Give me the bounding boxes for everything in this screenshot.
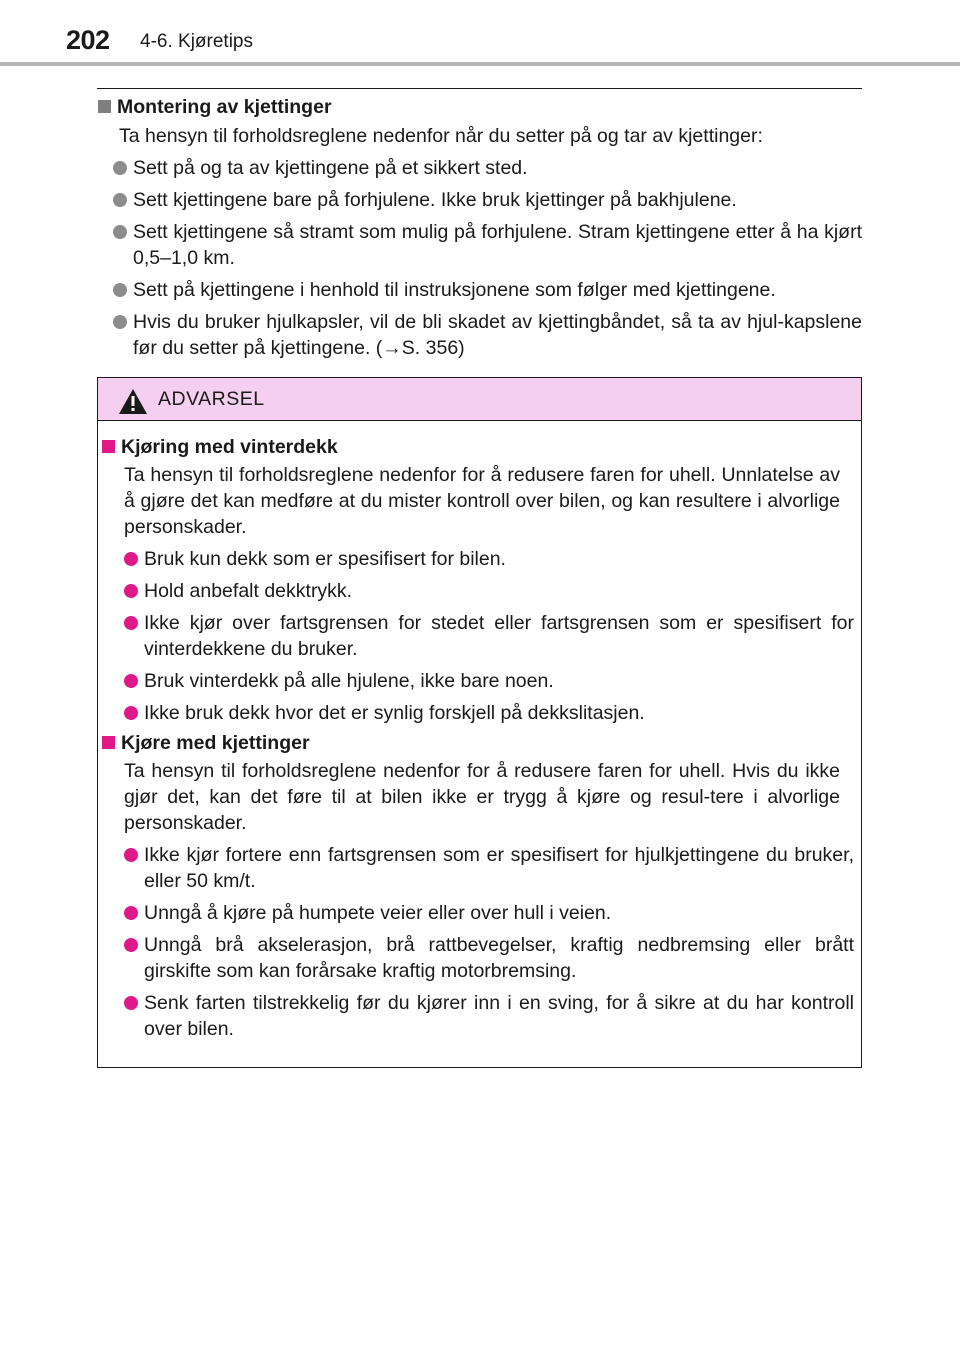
section-heading-text: Montering av kjettinger [117, 96, 332, 118]
square-bullet-icon [102, 736, 115, 749]
dot-bullet-icon [124, 616, 138, 630]
dot-bullet-icon [113, 193, 127, 207]
section-rule [97, 88, 862, 89]
list-item: Unngå brå akselerasjon, brå rattbevegelser, kraftig nedbremsing eller brått girskifte som kan forårsake kraftig motorbremsing. [98, 932, 854, 984]
dot-bullet-icon [113, 161, 127, 175]
page-header [0, 0, 960, 64]
list-item: Ikke kjør over fartsgrensen for stedet eller fartsgrensen som er spesifisert for vinterdekkene du bruker. [98, 610, 854, 662]
list-item: Senk farten tilstrekkelig før du kjører inn i en sving, for å sikre at du har kontroll over bilen. [98, 990, 854, 1042]
square-bullet-icon [98, 100, 111, 113]
section-intro: Ta hensyn til forholdsreglene nedenfor når du setter på og tar av kjettinger: [119, 125, 763, 147]
dot-bullet-icon [124, 938, 138, 952]
warning-triangle-icon [118, 388, 148, 415]
dot-bullet-icon [113, 225, 127, 239]
dot-bullet-icon [124, 552, 138, 566]
main-section [96, 94, 862, 361]
dot-bullet-icon [113, 283, 127, 297]
warning-bullet-list [98, 842, 861, 1042]
warning-section-heading [98, 730, 861, 756]
list-item: Sett kjettingene så stramt som mulig på forhjulene. Stram kjettingene etter å ha kjørt 0,5–1,0 km. [96, 219, 862, 271]
dot-bullet-icon [113, 315, 127, 329]
warning-section-heading [98, 434, 861, 460]
section-heading [96, 94, 862, 120]
dot-bullet-icon [124, 584, 138, 598]
list-item: Ikke bruk dekk hvor det er synlig forskjell på dekkslitasjen. [98, 700, 854, 726]
dot-bullet-icon [124, 848, 138, 862]
square-bullet-icon [102, 440, 115, 453]
section-bullet-list [96, 155, 862, 361]
dot-bullet-icon [124, 996, 138, 1010]
warning-bullet-list [98, 546, 861, 726]
dot-bullet-icon [124, 906, 138, 920]
chapter-title: 4-6. Kjøretips [140, 31, 253, 52]
warning-section-intro: Ta hensyn til forholdsreglene nedenfor for å redusere faren for uhell. Unnlatelse av å gjøre det kan medføre at du mister kontroll over bilen, og kan resultere i alvorlige personskader. [124, 464, 840, 538]
list-item: Hvis du bruker hjulkapsler, vil de bli skadet av kjettingbåndet, så ta av hjul-kapslene før du setter på kjettingene. (→S. 356) [96, 309, 862, 361]
warning-section-intro: Ta hensyn til forholdsreglene nedenfor for å redusere faren for uhell. Hvis du ikke gjør det, kan det føre til at bilen ikke er trygg å kjøre og resul-tere i alvorlige personskader. [124, 760, 840, 834]
warning-body [98, 434, 861, 1042]
warning-title: ADVARSEL [158, 388, 265, 410]
dot-bullet-icon [124, 706, 138, 720]
list-item: Sett på og ta av kjettingene på et sikkert sted. [96, 155, 862, 181]
list-item: Sett kjettingene bare på forhjulene. Ikke bruk kjettinger på bakhjulene. [96, 187, 862, 213]
warning-header [98, 378, 861, 421]
warning-section-heading-text: Kjøring med vinterdekk [121, 436, 338, 458]
list-item: Bruk kun dekk som er spesifisert for bilen. [98, 546, 854, 572]
header-rule [0, 62, 960, 66]
dot-bullet-icon [124, 674, 138, 688]
list-item: Bruk vinterdekk på alle hjulene, ikke bare noen. [98, 668, 854, 694]
page-number: 202 [66, 25, 110, 55]
warning-box [97, 377, 862, 1068]
list-item: Sett på kjettingene i henhold til instruksjonene som følger med kjettingene. [96, 277, 862, 303]
list-item: Hold anbefalt dekktrykk. [98, 578, 854, 604]
warning-section-heading-text: Kjøre med kjettinger [121, 732, 310, 754]
list-item: Ikke kjør fortere enn fartsgrensen som er spesifisert for hjulkjettingene du bruker, eller 50 km/t. [98, 842, 854, 894]
list-item: Unngå å kjøre på humpete veier eller over hull i veien. [98, 900, 854, 926]
